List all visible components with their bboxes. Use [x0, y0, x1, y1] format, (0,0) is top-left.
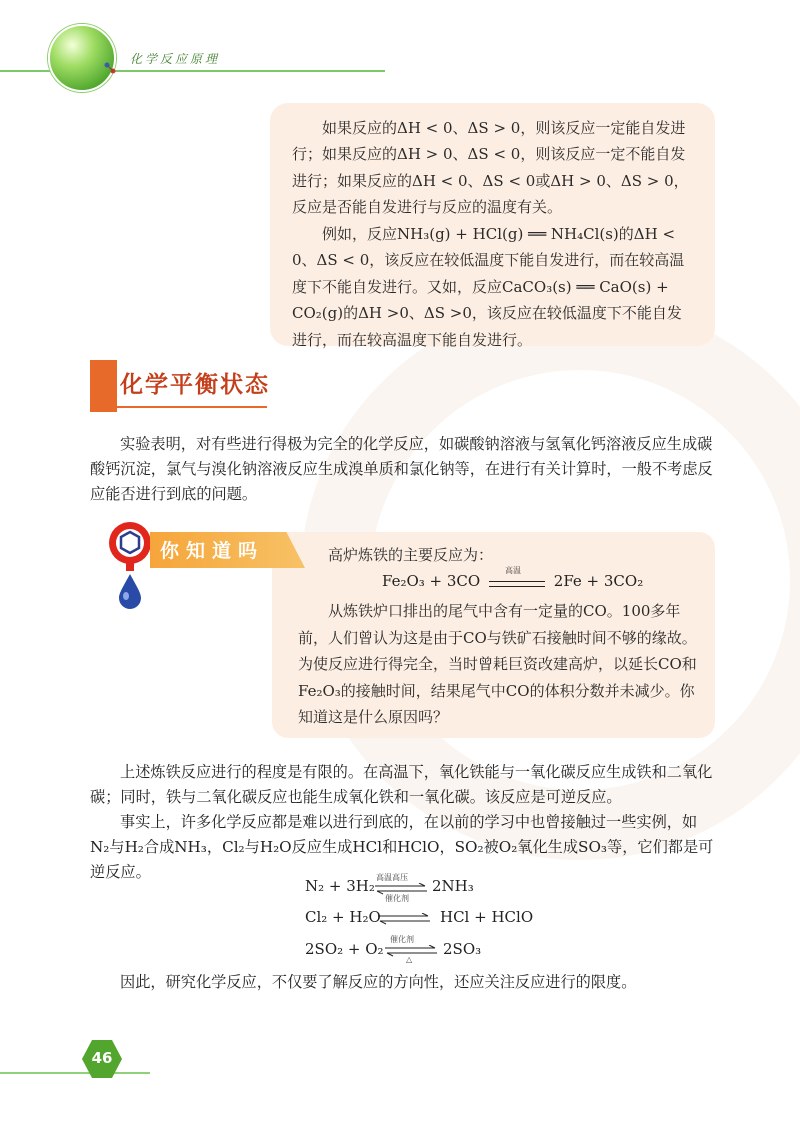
eq3-right: 2SO₃ — [443, 940, 482, 958]
page-number: 46 — [91, 1049, 113, 1067]
eq3-bottom-cond: △ — [406, 955, 413, 964]
molecule-icon — [104, 62, 116, 74]
section-underline — [117, 406, 267, 408]
section-marker — [90, 360, 117, 412]
eq1-top-cond: 高温高压 — [376, 873, 408, 882]
dyk-eq-right: 2Fe + 3CO₂ — [553, 572, 644, 590]
conclusion-paragraph: 因此，研究化学反应，不仅要了解反应的方向性，还应关注反应进行的限度。 — [120, 973, 637, 991]
eq1-right: 2NH₃ — [432, 877, 474, 895]
dyk-eq-arrow — [485, 566, 549, 591]
eq2-right: HCl + HClO — [440, 908, 534, 926]
dyk-eq-condition: 高温 — [505, 566, 521, 575]
info-box — [270, 103, 715, 349]
info-para-1: 如果反应的ΔH < 0、ΔS > 0，则该反应一定能自发进行；如果反应的ΔH > 0、ΔS < 0，则该反应一定不能自发进行；如果反应的ΔH < 0、ΔS < 0或ΔH > 0、ΔS > 0，反应是否能自发进行与反应的温度有关。 — [292, 119, 689, 217]
eq3-top-cond: 催化剂 — [390, 935, 414, 944]
did-you-know-box — [272, 532, 715, 738]
question-drop-icon — [103, 519, 157, 609]
footer-rule — [0, 1072, 150, 1074]
dyk-intro: 高炉炼铁的主要反应为： — [328, 546, 494, 564]
eq3-left: 2SO₂ + O₂ — [305, 940, 384, 958]
eq2-left: Cl₂ + H₂O — [305, 908, 381, 926]
eq1-bottom-cond: 催化剂 — [385, 894, 409, 903]
dyk-eq-left: Fe₂O₃ + 3CO — [382, 572, 481, 590]
dyk-body: 从炼铁炉口排出的尾气中含有一定量的CO。100多年前，人们曾认为这是由于CO与铁矿石接触时间不够的缘故。为使反应进行得完全，当时曾耗巨资改建高炉，以延长CO和Fe₂O₃的接触时间，结果尾气中CO的体积分数并未减少。你知道这是什么原因吗？ — [298, 602, 697, 726]
dyk-equation — [382, 566, 644, 591]
paragraph-reversible: 事实上，许多化学反应都是难以进行到底的，在以前的学习中也曾接触过一些实例，如N₂与H₂合成NH₃，Cl₂与H₂O反应生成HCl和HClO，SO₂被O₂氧化生成SO₃等，它们都是可逆反应。 — [90, 813, 714, 881]
info-para-2: 例如，反应NH₃(g) + HCl(g) ══ NH₄Cl(s)的ΔH < 0、ΔS < 0，该反应在较低温度下能自发进行，而在较高温度下不能自发进行。又如，反应CaCO₃(s) ══ CaO(s) + CO₂(g)的ΔH >0、ΔS >0，该反应在较低温度下不能自发进行，而在较高温度下能自发进行。 — [292, 225, 685, 349]
intro-paragraph: 实验表明，对有些进行得极为完全的化学反应，如碳酸钠溶液与氢氧化钙溶液反应生成碳酸钙沉淀，氯气与溴化钠溶液反应生成溴单质和氯化钠等，在进行有关计算时，一般不考虑反应能否进行到底的问题。 — [90, 435, 713, 503]
did-you-know-label: 你知道吗 — [160, 540, 265, 562]
header-ball-icon — [48, 24, 116, 92]
paragraph-iron-reaction: 上述炼铁反应进行的程度是有限的。在高温下，氧化铁能与一氧化碳反应生成铁和二氧化碳；同时，铁与二氧化碳反应也能生成氧化铁和一氧化碳。该反应是可逆反应。 — [90, 763, 713, 806]
eq1-left: N₂ + 3H₂ — [305, 877, 375, 895]
eq2-reversible-arrow — [376, 913, 432, 925]
section-title: 化学平衡状态 — [120, 372, 270, 398]
header-title: 化学反应原理 — [130, 52, 221, 66]
